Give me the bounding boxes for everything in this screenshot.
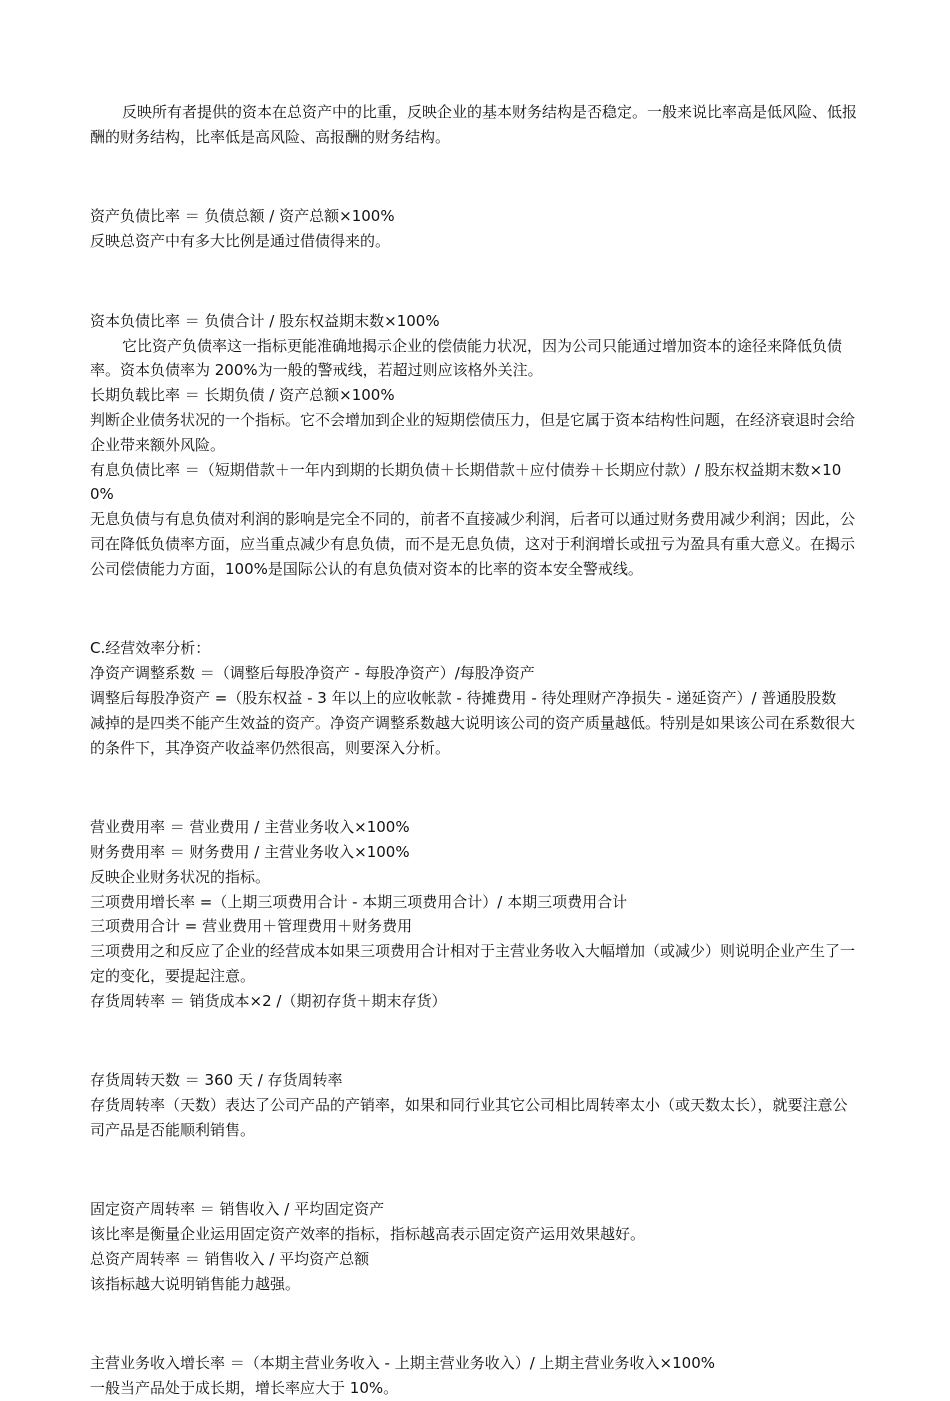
- paragraph-line: 资产负债比率 ＝ 负债总额 / 资产总额×100%: [90, 207, 395, 226]
- paragraph-line: 三项费用之和反应了企业的经营成本如果三项费用合计相对于主营业务收入大幅增加（或减少）则说明企业产生了一定的变化，要提起注意。: [90, 942, 856, 985]
- paragraph-line: 反映所有者提供的资本在总资产中的比重，反映企业的基本财务结构是否稳定。一般来说比率高是低风险、低报酬的财务结构，比率低是高风险、高报酬的财务结构。: [90, 103, 858, 146]
- paragraph-line: 该指标越大说明销售能力越强。: [90, 1274, 301, 1293]
- paragraph-line: 存货周转率 ＝ 销货成本×2 /（期初存货＋期末存货）: [90, 991, 447, 1010]
- document-page: [90, 100, 860, 1401]
- paragraph-line: 总资产周转率 ＝ 销售收入 / 平均资产总额: [90, 1250, 370, 1269]
- blank-line: [90, 269, 860, 294]
- paragraph-line: 有息负债比率 ＝（短期借款＋一年内到期的长期负债＋长期借款＋应付债券＋长期应付款）/ 股东权益期末数×100%: [90, 460, 842, 504]
- blank-line: [90, 1312, 860, 1337]
- paragraph-line: 三项费用合计 = 营业费用＋管理费用＋财务费用: [90, 917, 413, 936]
- paragraph-line: 无息负债与有息负债对利润的影响是完全不同的，前者不直接减少利润，后者可以通过财务费用减少利润；因此，公司在降低负债率方面，应当重点减少有息负债，而不是无息负债，这对于利润增长或扭亏为盈具有重大意义。在揭示公司偿债能力方面，100%是国际公认的有息负债对资本的比率的资本安全警戒线。: [90, 510, 856, 578]
- paragraph-line: 它比资产负债率这一指标更能准确地揭示企业的偿债能力状况，因为公司只能通过增加资本的途径来降低负债率。资本负债率为 200%为一般的警戒线，若超过则应该格外关注。: [90, 336, 843, 380]
- blank-line: [90, 165, 860, 190]
- paragraph-line: 该比率是衡量企业运用固定资产效率的指标，指标越高表示固定资产运用效果越好。: [90, 1225, 646, 1244]
- paragraph-line: 固定资产周转率 ＝ 销售收入 / 平均固定资产: [90, 1200, 385, 1219]
- blank-line: [90, 775, 860, 800]
- paragraph-line: 反映企业财务状况的指标。: [90, 867, 271, 886]
- paragraph-line: 长期负载比率 ＝ 长期负债 / 资产总额×100%: [90, 386, 395, 405]
- paragraph-line: 三项费用增长率 =（上期三项费用合计 - 本期三项费用合计）/ 本期三项费用合计: [90, 892, 628, 911]
- paragraph-line: 资本负债比率 ＝ 负债合计 / 股东权益期末数×100%: [90, 311, 440, 330]
- paragraph-line: 主营业务收入增长率 ＝（本期主营业务收入 - 上期主营业务收入）/ 上期主营业务收入×100%: [90, 1354, 715, 1373]
- paragraph-line: 减掉的是四类不能产生效益的资产。净资产调整系数越大说明该公司的资产质量越低。特别是如果该公司在系数很大的条件下，其净资产收益率仍然很高，则要深入分析。: [90, 713, 856, 757]
- paragraph-line: 反映总资产中有多大比例是通过借债得来的。: [90, 232, 391, 251]
- paragraph-line: 调整后每股净资产 =（股东权益 - 3 年以上的应收帐款 - 待摊费用 - 待处理财产净损失 - 递延资产）/ 普通股股数: [90, 688, 837, 707]
- paragraph-line: 存货周转天数 ＝ 360 天 / 存货周转率: [90, 1071, 343, 1090]
- paragraph-line: 存货周转率（天数）表达了公司产品的产销率，如果和同行业其它公司相比周转率太小（或天数太长），就要注意公司产品是否能顺利销售。: [90, 1096, 848, 1139]
- paragraph-line: 一般当产品处于成长期，增长率应大于 10%。: [90, 1379, 399, 1398]
- paragraph-line: 营业费用率 ＝ 营业费用 / 主营业务收入×100%: [90, 818, 410, 837]
- blank-line: [90, 1029, 860, 1054]
- blank-line: [90, 1158, 860, 1183]
- paragraph-line: 净资产调整系数 ＝（调整后每股净资产 - 每股净资产）/每股净资产: [90, 664, 535, 683]
- paragraph-line: 财务费用率 ＝ 财务费用 / 主营业务收入×100%: [90, 842, 410, 861]
- paragraph-line: C.经营效率分析：: [90, 639, 211, 658]
- paragraph-line: 判断企业债务状况的一个指标。它不会增加到企业的短期偿债压力，但是它属于资本结构性问题，在经济衰退时会给企业带来额外风险。: [90, 410, 856, 454]
- blank-line: [90, 597, 860, 622]
